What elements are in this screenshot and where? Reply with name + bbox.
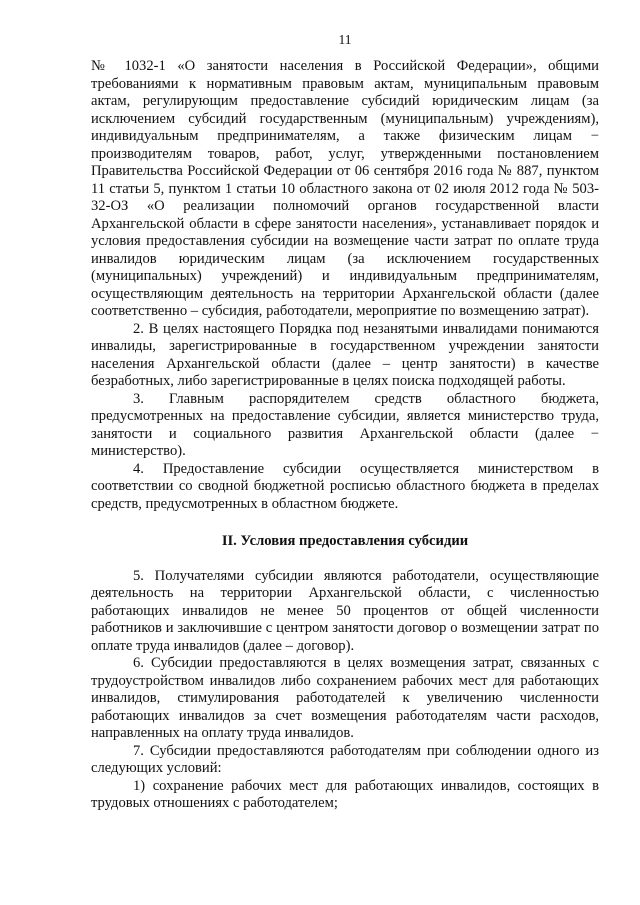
paragraph-5: 5. Получателями субсидии являются работодатели, осуществляющие деятельность на территории Архангельской области, с численностью работающих инвалидов не менее 50 процентов от общей численности работников и заключившие с центром занятости договор о возмещении затрат по оплате труда инвалидов (далее – договор).: [91, 567, 599, 654]
paragraph-3: 3. Главным распорядителем средств областного бюджета, предусмотренных на предоставление субсидии, является министерство труда, занятости и социального развития Архангельской области (далее − министерство).: [91, 390, 599, 459]
paragraph-7-1: 1) сохранение рабочих мест для работающих инвалидов, состоящих в трудовых отношениях с работодателем;: [91, 777, 599, 811]
page-number: 11: [338, 32, 352, 47]
paragraph-7: 7. Субсидии предоставляются работодателям при соблюдении одного из следующих условий:: [91, 742, 599, 776]
paragraph-intro: № 1032-1 «О занятости населения в Российской Федерации», общими требованиями к нормативным правовым актам, муниципальным правовым актам, регулирующим предоставление субсидий юридическим лицам (за исключением субсидий государственным (муниципальным) учреждениям), индивидуальным предпринимателям, а также физическим лицам − производителям товаров, работ, услуг, утвержденными постановлением Правительства Российской Федерации от 06 сентября 2016 года № 887, пунктом 11 статьи 5, пунктом 1 статьи 10 областного закона от 02 июля 2012 года № 503-32-ОЗ «О реализации полномочий органов государственной власти Архангельской области в сфере занятости населения», устанавливает порядок и условия предоставления субсидии на возмещение части затрат по оплате труда инвалидов юридическим лицам (за исключением государственных (муниципальных) учреждений) и индивидуальным предпринимателям, осуществляющим деятельность на территории Архангельской области (далее соответственно – субсидия, работодатели, мероприятие по возмещению затрат).: [91, 58, 599, 319]
paragraph-2: 2. В целях настоящего Порядка под незанятыми инвалидами понимаются инвалиды, зарегистрированные в государственном учреждении занятости населения Архангельской области (далее – центр занятости) в качестве безработных, либо зарегистрированные в целях поиска подходящей работы.: [91, 320, 599, 389]
paragraph-4: 4. Предоставление субсидии осуществляется министерством в соответствии со сводной бюджетной росписью областного бюджета в пределах средств, предусмотренных в областном бюджете.: [91, 460, 599, 512]
paragraph-6: 6. Субсидии предоставляются в целях возмещения затрат, связанных с трудоустройством инвалидов либо сохранением рабочих мест для работающих инвалидов, стимулирования работодателей к увеличению численности работающих инвалидов за счет возмещения работодателям части расходов, направленных на оплату труда инвалидов.: [91, 655, 599, 741]
section-heading: II. Условия предоставления субсидии: [221, 533, 469, 549]
